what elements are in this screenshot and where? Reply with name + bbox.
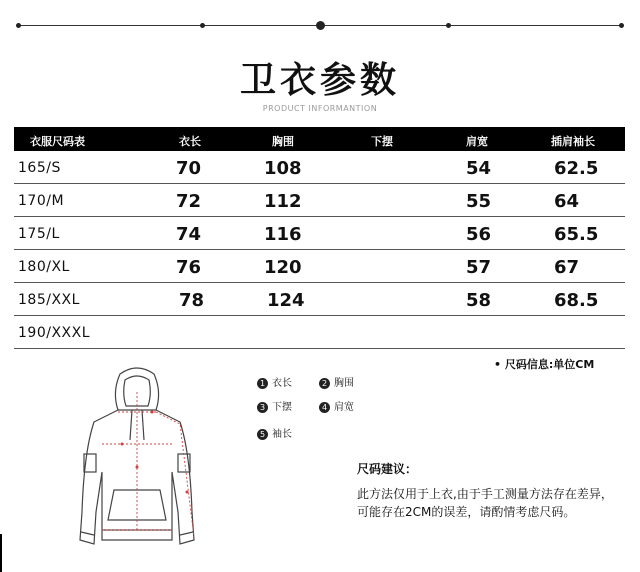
- cell-sleeve: 64: [554, 191, 580, 212]
- edge-bar: [0, 534, 2, 572]
- size-table: [14, 127, 625, 349]
- legend-item: 4 肩宽: [319, 398, 354, 413]
- advice-title: 尺码建议：: [357, 462, 418, 476]
- page-title: 卫衣参数: [239, 60, 400, 101]
- table-row: [14, 184, 625, 217]
- legend-item: 2 胸围: [319, 374, 354, 389]
- divider-dot: [446, 23, 451, 28]
- table-row: [14, 316, 625, 349]
- divider-dot: [619, 23, 624, 28]
- cell-sleeve: 62.5: [554, 158, 599, 179]
- cell-size: 165/S: [18, 160, 61, 176]
- cell-size: 180/XL: [18, 259, 70, 275]
- table-header: [14, 127, 625, 151]
- unit-note: • 尺码信息:单位CM: [494, 358, 595, 371]
- cell-shoulder: 54: [466, 158, 492, 179]
- cell-length: 72: [176, 191, 202, 212]
- cell-chest: 112: [264, 191, 302, 212]
- cell-shoulder: 58: [466, 290, 492, 311]
- divider-dot: [200, 23, 205, 28]
- cell-size: 185/XXL: [18, 292, 80, 308]
- header-sleeve: 插肩袖长: [551, 135, 595, 148]
- cell-length: 70: [176, 158, 202, 179]
- cell-shoulder: 55: [466, 191, 492, 212]
- divider-dot-center: [316, 21, 325, 30]
- advice-text: 此方法仅用于上衣,由于手工测量方法存在差异，可能存在2CM的误差，请酌情考虑尺码。: [357, 487, 613, 519]
- header-length: 衣长: [179, 135, 201, 148]
- legend-item: 5 袖长: [257, 425, 292, 440]
- table-row: [14, 250, 625, 283]
- table-row: [14, 151, 625, 184]
- cell-length: 76: [176, 257, 202, 278]
- cell-shoulder: 57: [466, 257, 492, 278]
- cell-chest: 116: [264, 224, 302, 245]
- divider-dot: [16, 23, 21, 28]
- cell-shoulder: 56: [466, 224, 492, 245]
- cell-chest: 120: [264, 257, 302, 278]
- cell-sleeve: 65.5: [554, 224, 599, 245]
- hoodie-diagram-icon: [72, 362, 202, 554]
- table-row: [14, 283, 625, 316]
- header-chest: 胸围: [272, 135, 294, 148]
- header-size: 衣服尺码表: [30, 135, 85, 148]
- cell-size: 170/M: [18, 193, 65, 209]
- cell-sleeve: 68.5: [554, 290, 599, 311]
- cell-size: 175/L: [18, 226, 60, 242]
- cell-chest: 124: [267, 290, 305, 311]
- cell-chest: 108: [264, 158, 302, 179]
- cell-length: 74: [176, 224, 202, 245]
- table-row: [14, 217, 625, 250]
- header-shoulder: 肩宽: [466, 135, 488, 148]
- page-subtitle: PRODUCT INFORMANTION: [262, 104, 378, 113]
- legend-item: 3 下摆: [257, 398, 292, 413]
- cell-size: 190/XXXL: [18, 325, 91, 341]
- cell-sleeve: 67: [554, 257, 580, 278]
- legend-item: 1 衣长: [257, 374, 292, 389]
- cell-length: 78: [179, 290, 205, 311]
- header-hem: 下摆: [371, 135, 393, 148]
